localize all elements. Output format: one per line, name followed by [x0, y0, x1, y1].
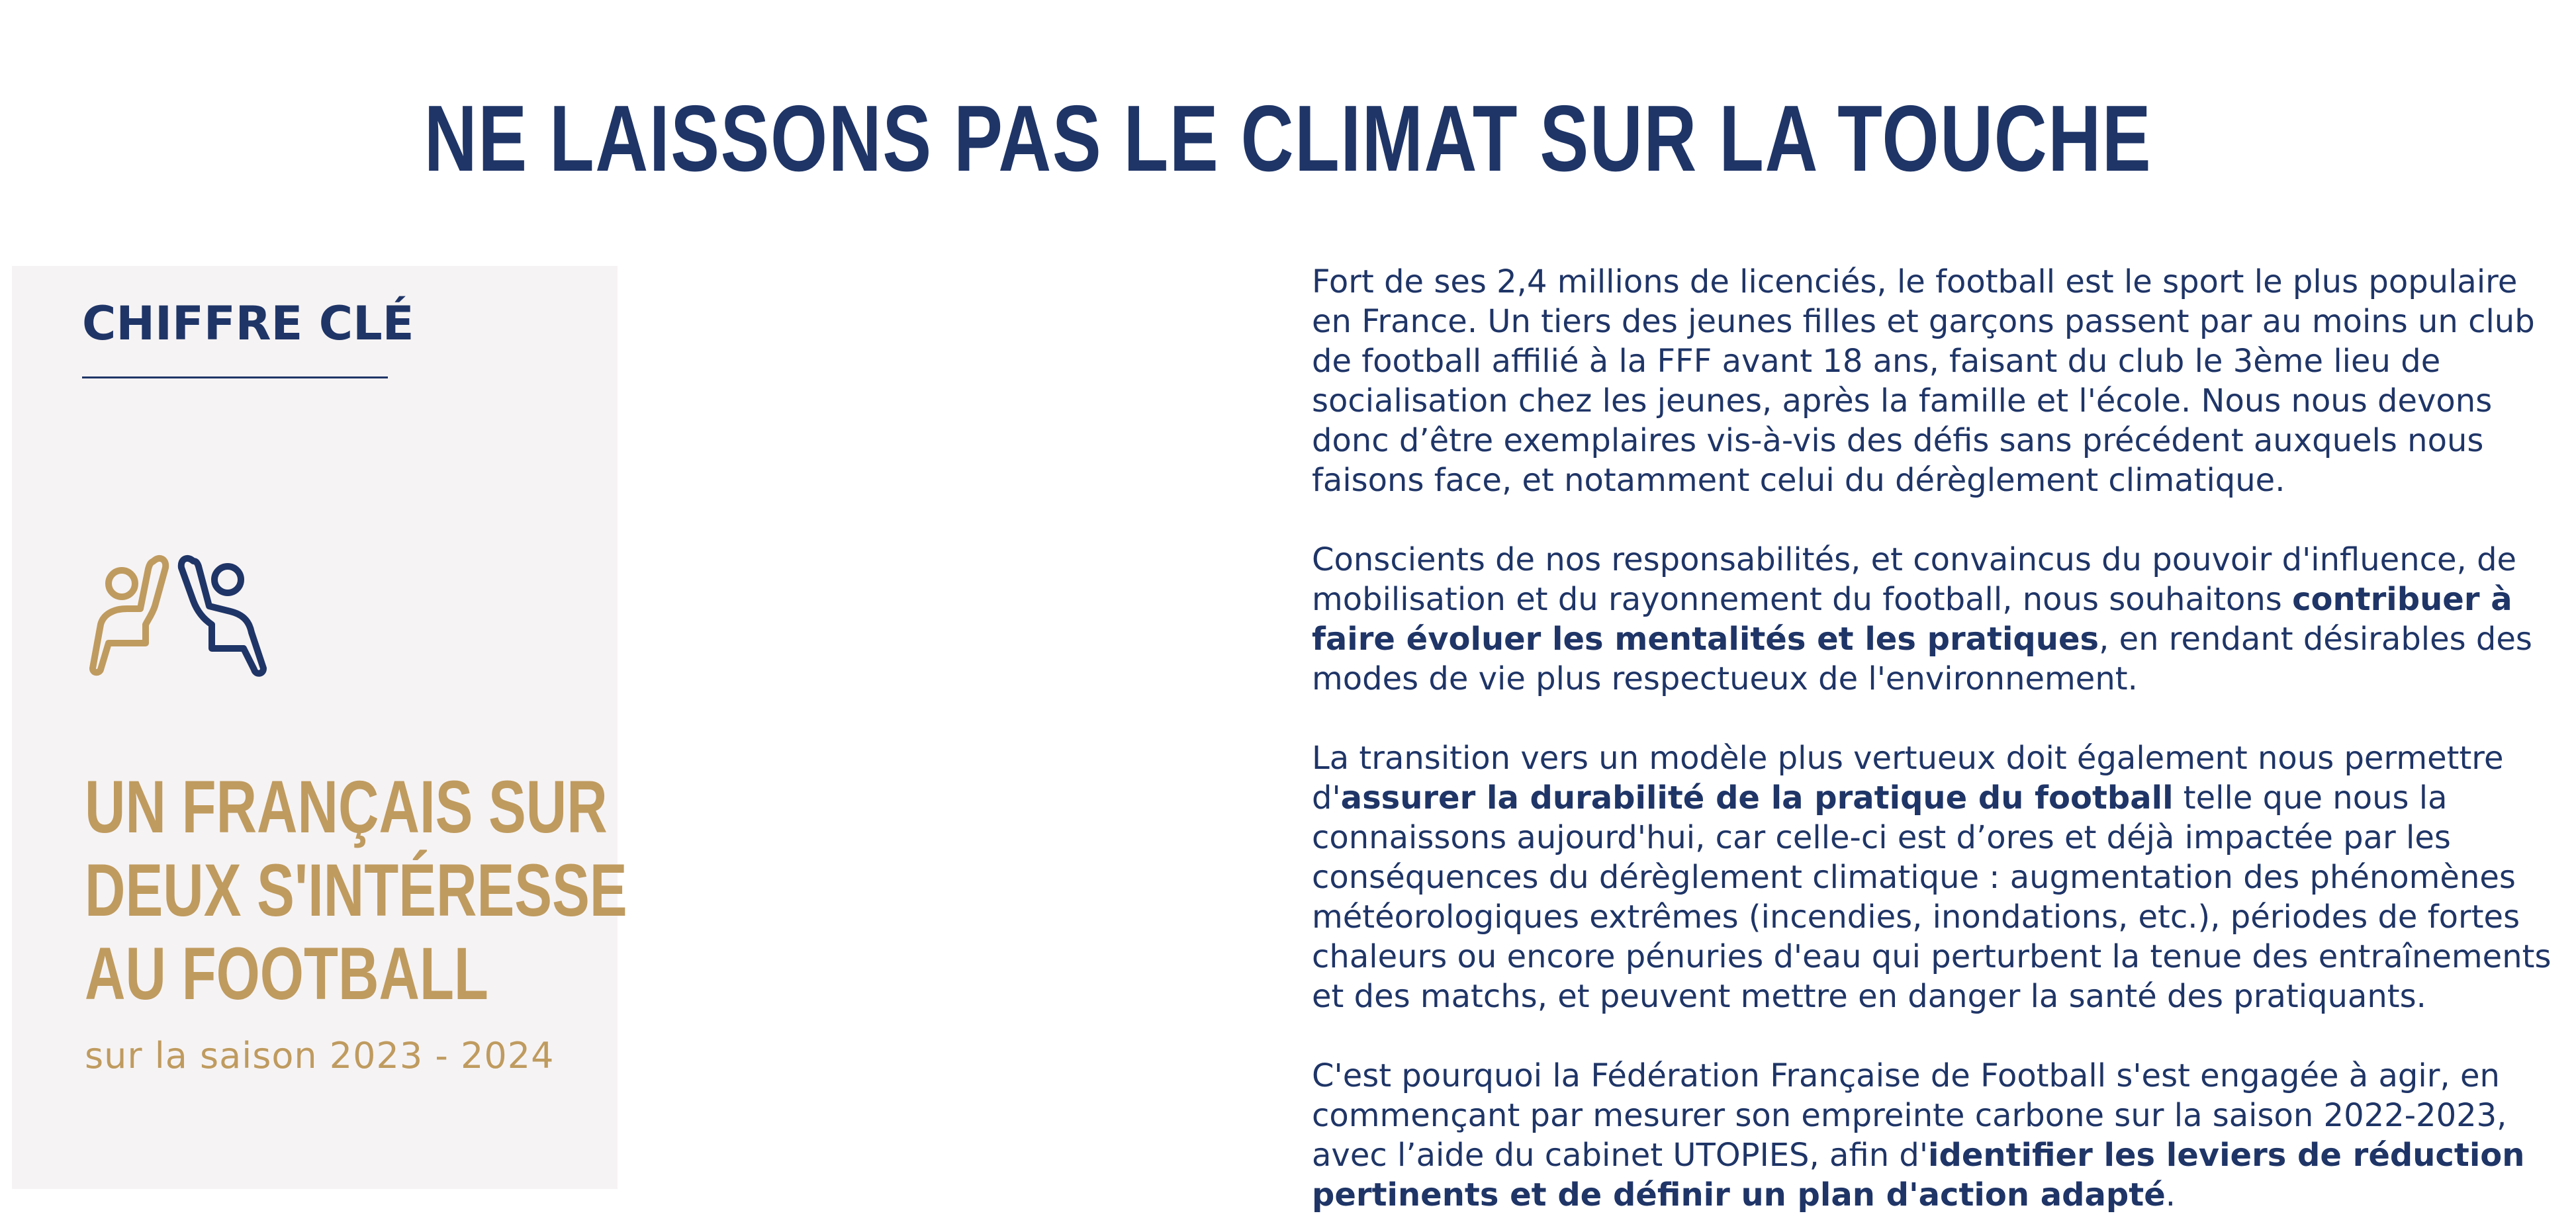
- key-figure-card: [12, 266, 627, 1189]
- fan-left-icon: [93, 558, 165, 672]
- emphasis-text: contribuer à faire évoluer les mentalités et les pratiques: [1312, 581, 2512, 658]
- paragraph-text: C'est pourquoi la Fédération Française de Football s'est engagée à agir, en commençant par mesurer son empreinte carbone sur la saison 2022-2023, avec l’aide du cabinet UTOPIES, afin d': [1312, 1057, 2507, 1174]
- body-text: [1312, 262, 2563, 1215]
- paragraph-text: Conscients de nos responsabilités, et convaincus du pouvoir d'influence, de mobilisation et du rayonnement du football, nous souhaitons: [1312, 541, 2517, 618]
- emphasis-text: identifier les leviers de réduction pertinents et de définir un plan d'action adapté: [1312, 1137, 2525, 1213]
- paragraph-text: La transition vers un modèle plus vertueux doit également nous permettre d': [1312, 740, 2504, 816]
- page-title: NE LAISSONS PAS LE CLIMAT SUR LA TOUCHE: [424, 86, 2152, 192]
- paragraph-text: telle que nous la connaissons aujourd'hui, car celle-ci est d’ores et déjà impactée par les conséquences du dérèglement climatique : augmentation des phénomènes météorologiques extrêmes (incendies, inondations, etc.), périodes de fortes chaleurs ou encore pénuries d'eau qui perturbent la tenue des entraînements et des matchs, et peuvent mettre en danger la santé des pratiquants.: [1312, 779, 2552, 1015]
- body-paragraph: [1312, 1056, 2563, 1215]
- body-paragraph: [1312, 540, 2563, 699]
- key-figure-line: AU FOOTBALL: [85, 932, 488, 1015]
- body-paragraph: [1312, 262, 2563, 500]
- paragraph-text: , en rendant désirables des modes de vie plus respectueux de l'environnement.: [1312, 621, 2532, 697]
- fan-right-icon: [181, 558, 263, 674]
- key-figure-line: UN FRANÇAIS SUR: [85, 766, 608, 848]
- key-figure-line: DEUX S'INTÉRESSE: [85, 849, 627, 932]
- key-figure-heading: CHIFFRE CLÉ: [82, 296, 414, 351]
- key-figure-headline: [85, 766, 627, 1016]
- body-paragraph: [1312, 738, 2563, 1016]
- emphasis-text: assurer la durabilité de la pratique du football: [1340, 779, 2174, 816]
- fans-cheering-icon: [82, 550, 320, 709]
- heading-divider: [82, 376, 388, 378]
- season-note: sur la saison 2023 - 2024: [85, 1035, 555, 1077]
- paragraph-text: Fort de ses 2,4 millions de licenciés, le football est le sport le plus populaire en France. Un tiers des jeunes filles et garçons passent par au moins un club de football affilié à la FFF avant 18 ans, faisant du club le 3ème lieu de socialisation chez les jeunes, après la famille et l'école. Nous nous devons donc d’être exemplaires vis-à-vis des défis sans précédent auxquels nous faisons face, et notamment celui du dérèglement climatique.: [1312, 263, 2535, 499]
- paragraph-text: .: [2165, 1176, 2176, 1213]
